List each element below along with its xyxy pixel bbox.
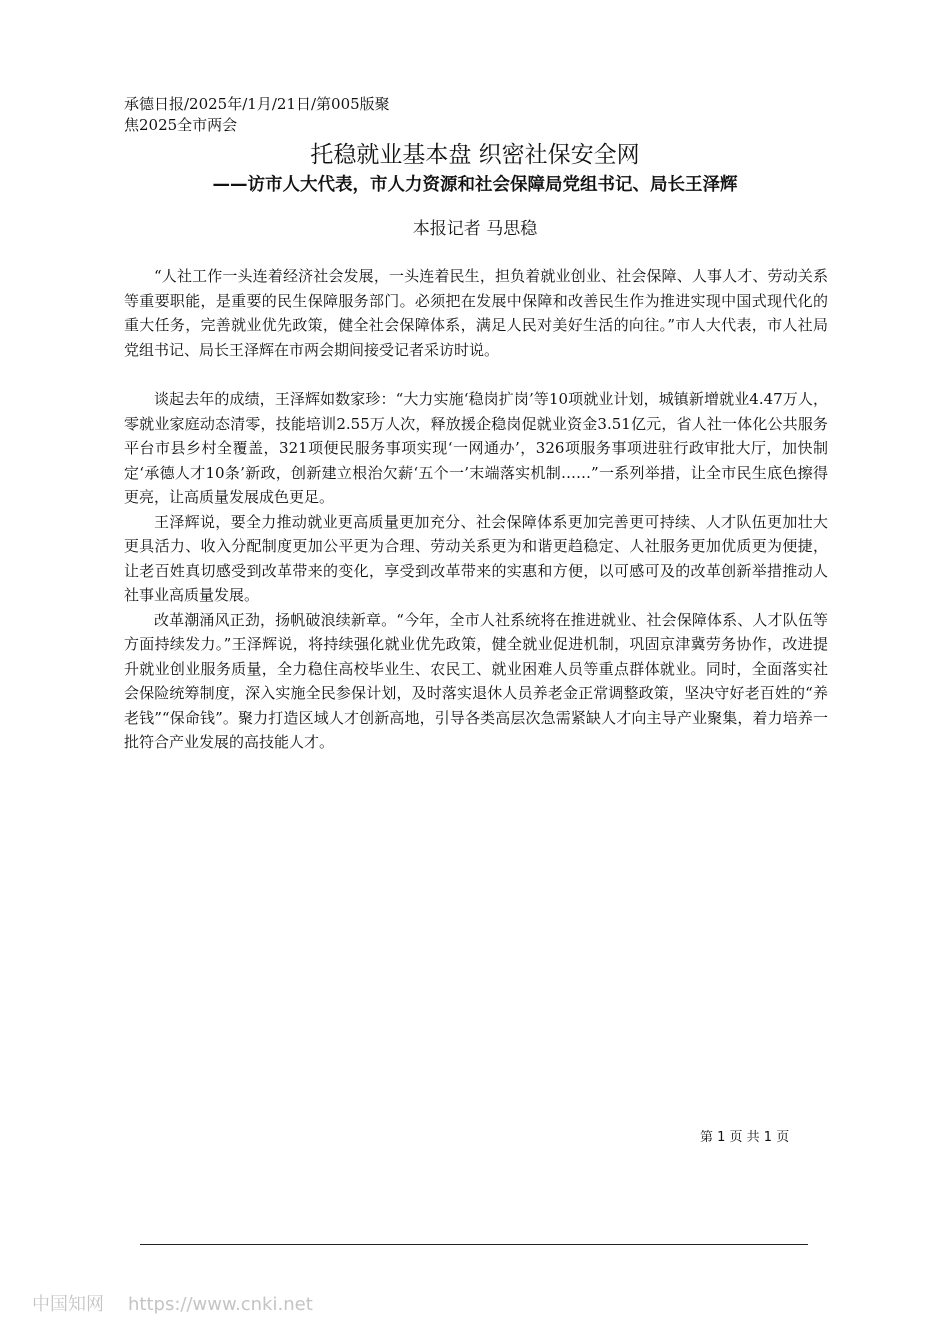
article-body bbox=[124, 264, 828, 755]
article-title: 托稳就业基本盘 织密社保安全网 bbox=[310, 142, 640, 168]
footer-divider bbox=[140, 1244, 808, 1245]
watermark-brand: 中国知网 bbox=[32, 1294, 104, 1315]
page-indicator: 第 1 页 共 1 页 bbox=[700, 1130, 790, 1145]
article-subtitle: ——访市人大代表，市人力资源和社会保障局党组书记、局长王泽辉 bbox=[212, 175, 738, 195]
source-line: 承德日报/2025年/1月/21日/第005版聚焦2025全市两会 bbox=[124, 95, 390, 134]
paragraph-3: 王泽辉说，要全力推动就业更高质量更加充分、社会保障体系更加完善更可持续、人才队伍更加壮大更具活力、收入分配制度更加公平更为合理、劳动关系更为和谐更趋稳定、人社服务更加优质更为便捷，让老百姓真切感受到改革带来的变化，享受到改革带来的实惠和方便，以可感可及的改革创新举措推动人社事业高质量发展。 bbox=[124, 512, 828, 604]
paragraph-1: “人社工作一头连着经济社会发展，一头连着民生，担负着就业创业、社会保障、人事人才、劳动关系等重要职能，是重要的民生保障服务部门。必须把在发展中保障和改善民生作为推进实现中国式现代化的重大任务，完善就业优先政策，健全社会保障体系，满足人民对美好生活的向往。”市人大代表，市人社局党组书记、局长王泽辉在市两会期间接受记者采访时说。 bbox=[124, 267, 828, 359]
paragraph-2: 谈起去年的成绩，王泽辉如数家珍：“大力实施‘稳岗扩岗’等10项就业计划，城镇新增就业4.47万人，零就业家庭动态清零，技能培训2.55万人次，释放援企稳岗促就业资金3.51亿元，省人社一体化公共服务平台市县乡村全覆盖，321项便民服务事项实现‘一网通办’，326项服务事项进驻行政审批大厅，加快制定‘承德人才10条’新政，创新建立根治欠薪‘五个一’末端落实机制……”一系列举措，让全市民生底色擦得更亮，让高质量发展成色更足。 bbox=[124, 390, 828, 506]
watermark-url: https://www.cnki.net bbox=[128, 1294, 313, 1315]
cnki-watermark bbox=[32, 1292, 313, 1318]
paragraph-4: 改革潮涌风正劲，扬帆破浪续新章。“今年，全市人社系统将在推进就业、社会保障体系、人才队伍等方面持续发力。”王泽辉说，将持续强化就业优先政策，健全就业促进机制，巩固京津冀劳务协作，改进提升就业创业服务质量，全力稳住高校毕业生、农民工、就业困难人员等重点群体就业。同时，全面落实社会保险统筹制度，深入实施全民参保计划，及时落实退休人员养老金正常调整政策，坚决守好老百姓的“养老钱”“保命钱”。聚力打造区域人才创新高地，引导各类高层次急需紧缺人才向主导产业聚集，着力培养一批符合产业发展的高技能人才。 bbox=[124, 610, 828, 751]
byline: 本报记者 马思稳 bbox=[412, 219, 538, 239]
